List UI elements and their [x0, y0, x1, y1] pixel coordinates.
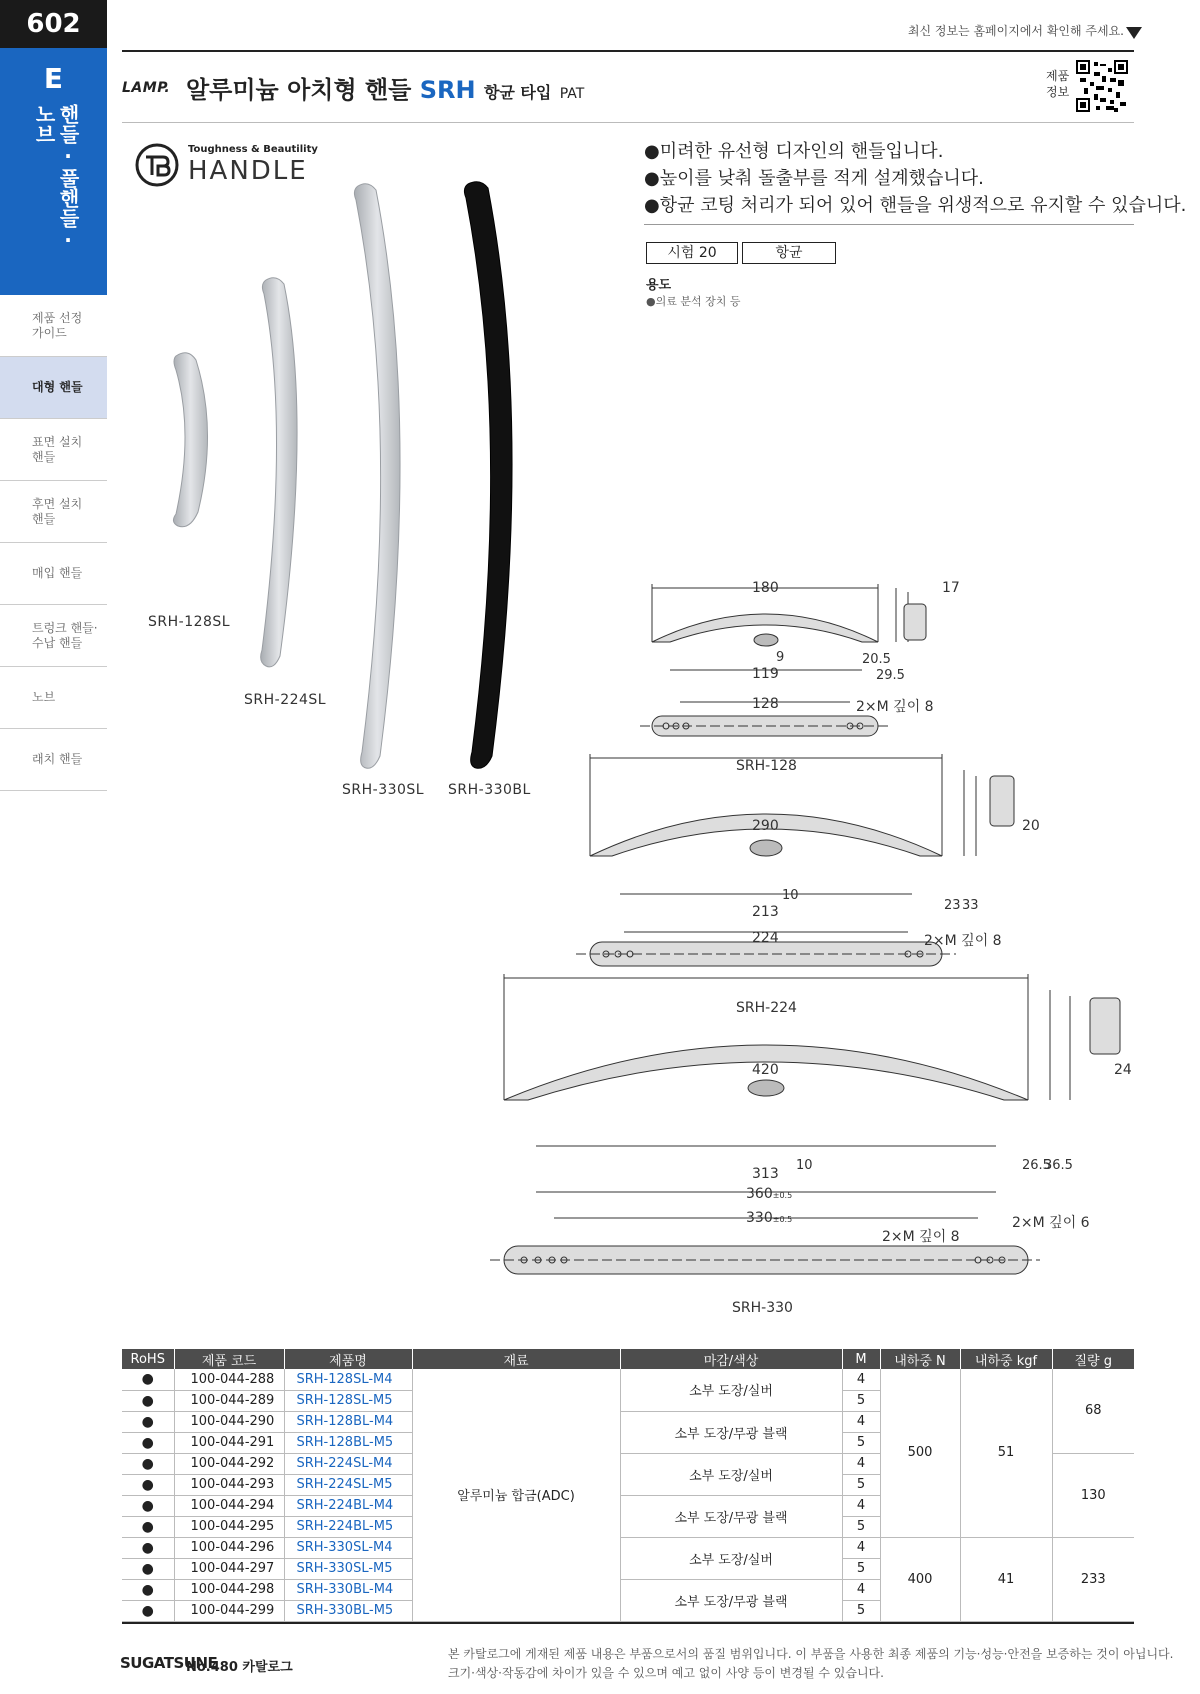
dim-label: 119 — [752, 666, 779, 682]
finish-cell: 소부 도장/무광 블랙 — [620, 1411, 842, 1453]
product-label: SRH-128SL — [148, 614, 231, 630]
rohs-cell: ● — [122, 1516, 174, 1537]
finish-cell: 소부 도장/실버 — [620, 1537, 842, 1579]
usage-title: 용도 — [646, 278, 672, 293]
handle-srh-330sl — [354, 184, 400, 769]
sidebar-item-label: 표면 설치 핸들 — [32, 434, 83, 464]
rohs-cell: ● — [122, 1432, 174, 1453]
logo-tagline: Toughness & Beautility — [188, 144, 318, 155]
dim-label: 20.5 — [862, 652, 891, 667]
finish-cell: 소부 도장/실버 — [620, 1369, 842, 1411]
code-cell: 100-044-291 — [174, 1432, 284, 1453]
m-cell: 4 — [842, 1453, 880, 1474]
dim-label: 2×M 깊이 6 — [1012, 1215, 1090, 1231]
code-cell: 100-044-295 — [174, 1516, 284, 1537]
code-cell: 100-044-296 — [174, 1537, 284, 1558]
table-row — [122, 1369, 1134, 1390]
drawing-name: SRH-224 — [736, 1000, 797, 1016]
dim-label: 2×M 깊이 8 — [882, 1229, 960, 1245]
product-label: SRH-330BL — [448, 782, 531, 798]
feature-list — [644, 138, 1186, 219]
dim-label — [746, 1210, 792, 1226]
code-cell: 100-044-299 — [174, 1600, 284, 1621]
title-code: SRH — [419, 76, 476, 104]
table-header-row — [122, 1349, 1134, 1369]
mass-cell: 233 — [1052, 1537, 1134, 1621]
col-rohs: RoHS — [122, 1349, 174, 1369]
title-sub: 항균 타입 — [483, 83, 552, 102]
product-link[interactable]: SRH-128SL-M5 — [284, 1390, 412, 1411]
section-title-col2: 핸들·풀핸들· — [56, 104, 80, 252]
drawing-name: SRH-330 — [732, 1300, 793, 1316]
rohs-cell: ● — [122, 1495, 174, 1516]
dim-label: 128 — [752, 696, 779, 712]
finish-cell: 소부 도장/무광 블랙 — [620, 1579, 842, 1621]
footer-note-2: 크기·색상·작동감에 차이가 있을 수 있으며 예고 없이 사양 등이 변경될 수 있습니다. — [448, 1666, 884, 1680]
logo-handle: HANDLE — [188, 156, 308, 186]
spec-table — [122, 1349, 1134, 1622]
product-link[interactable]: SRH-224SL-M4 — [284, 1453, 412, 1474]
dim-label: 36.5 — [1044, 1158, 1073, 1173]
m-cell: 5 — [842, 1474, 880, 1495]
sidebar-item-label: 매입 핸들 — [32, 566, 83, 580]
m-cell: 5 — [842, 1600, 880, 1621]
load-n-cell: 500 — [880, 1369, 960, 1537]
col-m: M — [842, 1349, 880, 1369]
col-mass: 질량 g — [1052, 1349, 1134, 1369]
sidebar-item-label: 트렁크 핸들· 수납 핸들 — [32, 620, 98, 650]
dim-label: 9 — [776, 650, 785, 665]
col-load-kgf: 내하중 kgf — [960, 1349, 1052, 1369]
dim-label: 10 — [796, 1158, 813, 1173]
sidebar-item-recessed-handles[interactable] — [0, 543, 107, 605]
sidebar-item-label: 대형 핸들 — [32, 380, 83, 394]
dim-label: 24 — [1114, 1062, 1132, 1078]
code-cell: 100-044-288 — [174, 1369, 284, 1390]
col-name: 제품명 — [284, 1349, 412, 1369]
m-cell: 4 — [842, 1369, 880, 1390]
brand-logo: LAMP. — [122, 80, 171, 96]
sidebar-item-large-handles[interactable] — [0, 357, 107, 419]
load-kgf-cell: 41 — [960, 1537, 1052, 1621]
product-link[interactable]: SRH-128BL-M4 — [284, 1411, 412, 1432]
product-link[interactable]: SRH-128SL-M4 — [284, 1369, 412, 1390]
product-link[interactable]: SRH-224BL-M5 — [284, 1516, 412, 1537]
footer-note-1: 본 카탈로그에 게재된 제품 내용은 부품으로서의 품질 범위입니다. 이 부품을 사용한 최종 제품의 기능·성능·안전을 보증하는 것이 아닙니다. — [448, 1647, 1174, 1661]
col-load-n: 내하중 N — [880, 1349, 960, 1369]
dim-label: 2×M 깊이 8 — [924, 933, 1002, 949]
sidebar-item-latch-handles[interactable] — [0, 729, 107, 791]
m-cell: 5 — [842, 1432, 880, 1453]
mass-cell: 68 — [1052, 1369, 1134, 1453]
code-cell: 100-044-292 — [174, 1453, 284, 1474]
sidebar-item-guide[interactable] — [0, 295, 107, 357]
rohs-cell: ● — [122, 1369, 174, 1390]
rohs-cell: ● — [122, 1558, 174, 1579]
dim-value: 360 — [746, 1186, 773, 1202]
rohs-cell: ● — [122, 1474, 174, 1495]
code-cell: 100-044-289 — [174, 1390, 284, 1411]
sidebar-item-knobs[interactable] — [0, 667, 107, 729]
product-link[interactable]: SRH-224BL-M4 — [284, 1495, 412, 1516]
section-tab — [0, 48, 107, 295]
product-link[interactable]: SRH-330BL-M4 — [284, 1579, 412, 1600]
handle-srh-128sl — [173, 353, 207, 527]
handle-srh-224sl — [261, 278, 297, 667]
footer-logo: SUGATSUNE — [120, 1654, 218, 1672]
mass-cell: 130 — [1052, 1453, 1134, 1537]
m-cell: 4 — [842, 1537, 880, 1558]
dim-label — [746, 1186, 792, 1202]
usage-text: ●의료 분석 장치 등 — [646, 295, 741, 308]
col-finish: 마감/색상 — [620, 1349, 842, 1369]
code-cell: 100-044-293 — [174, 1474, 284, 1495]
product-link[interactable]: SRH-330SL-M5 — [284, 1558, 412, 1579]
dim-label: 420 — [752, 1062, 779, 1078]
finish-cell: 소부 도장/실버 — [620, 1453, 842, 1495]
header-subrule — [122, 122, 1134, 123]
product-link[interactable]: SRH-128BL-M5 — [284, 1432, 412, 1453]
code-cell: 100-044-290 — [174, 1411, 284, 1432]
m-cell: 5 — [842, 1390, 880, 1411]
feature-rule — [644, 224, 1134, 225]
rohs-cell: ● — [122, 1600, 174, 1621]
m-cell: 5 — [842, 1516, 880, 1537]
tag-antibacterial: 항균 — [742, 242, 836, 264]
section-title-col1: 노브 — [32, 104, 56, 144]
product-label: SRH-330SL — [342, 782, 425, 798]
rohs-cell: ● — [122, 1537, 174, 1558]
rohs-cell: ● — [122, 1390, 174, 1411]
table-bottom-rule — [122, 1622, 1134, 1624]
load-kgf-cell: 51 — [960, 1369, 1052, 1537]
feature-item: ●항균 코팅 처리가 되어 있어 핸들을 위생적으로 유지할 수 있습니다. — [644, 195, 1187, 216]
dim-label: 290 — [752, 818, 779, 834]
m-cell: 4 — [842, 1411, 880, 1432]
page-title — [186, 70, 584, 105]
dim-label: 29.5 — [876, 668, 905, 683]
dim-label: 26.5 — [1022, 1158, 1051, 1173]
finish-cell: 소부 도장/무광 블랙 — [620, 1495, 842, 1537]
section-letter: E — [43, 62, 64, 95]
m-cell: 4 — [842, 1495, 880, 1516]
sidebar-item-label: 래치 핸들 — [32, 752, 83, 766]
dim-label: 2×M 깊이 8 — [856, 699, 934, 715]
qr-label: 제품 정보 — [1046, 69, 1070, 99]
homepage-notice: 최신 정보는 홈페이지에서 확인해 주세요. — [907, 24, 1124, 38]
dim-label: 224 — [752, 930, 779, 946]
product-link[interactable]: SRH-330BL-M5 — [284, 1600, 412, 1621]
code-cell: 100-044-298 — [174, 1579, 284, 1600]
product-link[interactable]: SRH-330SL-M4 — [284, 1537, 412, 1558]
col-material: 재료 — [412, 1349, 620, 1369]
dim-label: 213 — [752, 904, 779, 920]
tag-test: 시험 20 — [646, 242, 738, 264]
dim-label: 17 — [942, 580, 960, 596]
product-link[interactable]: SRH-224SL-M5 — [284, 1474, 412, 1495]
footer-disclaimer — [448, 1645, 1173, 1683]
qr-code-icon[interactable] — [1076, 60, 1128, 112]
m-cell: 4 — [842, 1579, 880, 1600]
title-main: 알루미늄 아치형 핸들 — [186, 76, 412, 104]
sidebar-item-rear-handles[interactable] — [0, 481, 107, 543]
rohs-cell: ● — [122, 1453, 174, 1474]
triangle-down-icon — [1126, 27, 1142, 39]
m-cell: 5 — [842, 1558, 880, 1579]
rohs-cell: ● — [122, 1579, 174, 1600]
dim-label: 20 — [1022, 818, 1040, 834]
dim-tolerance: ±0.5 — [772, 1191, 793, 1200]
dim-tolerance: ±0.5 — [772, 1215, 793, 1224]
drawing-name: SRH-128 — [736, 758, 797, 774]
material-cell: 알루미늄 합금(ADC) — [412, 1369, 620, 1621]
sidebar-item-label: 후면 설치 핸들 — [32, 496, 83, 526]
dim-value: 330 — [746, 1210, 773, 1226]
sidebar-nav — [0, 295, 107, 791]
page-number: 602 — [0, 0, 107, 48]
table-row — [122, 1537, 1134, 1558]
sidebar-item-label: 노브 — [32, 690, 56, 704]
feature-item: ●미려한 유선형 디자인의 핸들입니다. — [644, 141, 944, 162]
dim-label: 23 — [944, 898, 961, 913]
rohs-cell: ● — [122, 1411, 174, 1432]
sidebar-item-surface-handles[interactable] — [0, 419, 107, 481]
col-code: 제품 코드 — [174, 1349, 284, 1369]
feature-item: ●높이를 낮춰 돌출부를 적게 설계했습니다. — [644, 168, 984, 189]
footer-catalog: No.480 카탈로그 — [186, 1660, 293, 1675]
sidebar-item-trunk-handles[interactable] — [0, 605, 107, 667]
dim-label: 10 — [782, 888, 799, 903]
header-rule — [122, 50, 1134, 52]
load-n-cell: 400 — [880, 1537, 960, 1621]
dim-label: 313 — [752, 1166, 779, 1182]
dim-label: 180 — [752, 580, 779, 596]
sidebar-item-label: 제품 선정 가이드 — [32, 310, 83, 340]
product-label: SRH-224SL — [244, 692, 327, 708]
code-cell: 100-044-297 — [174, 1558, 284, 1579]
dim-label: 33 — [962, 898, 979, 913]
title-pat: PAT — [559, 86, 585, 102]
code-cell: 100-044-294 — [174, 1495, 284, 1516]
